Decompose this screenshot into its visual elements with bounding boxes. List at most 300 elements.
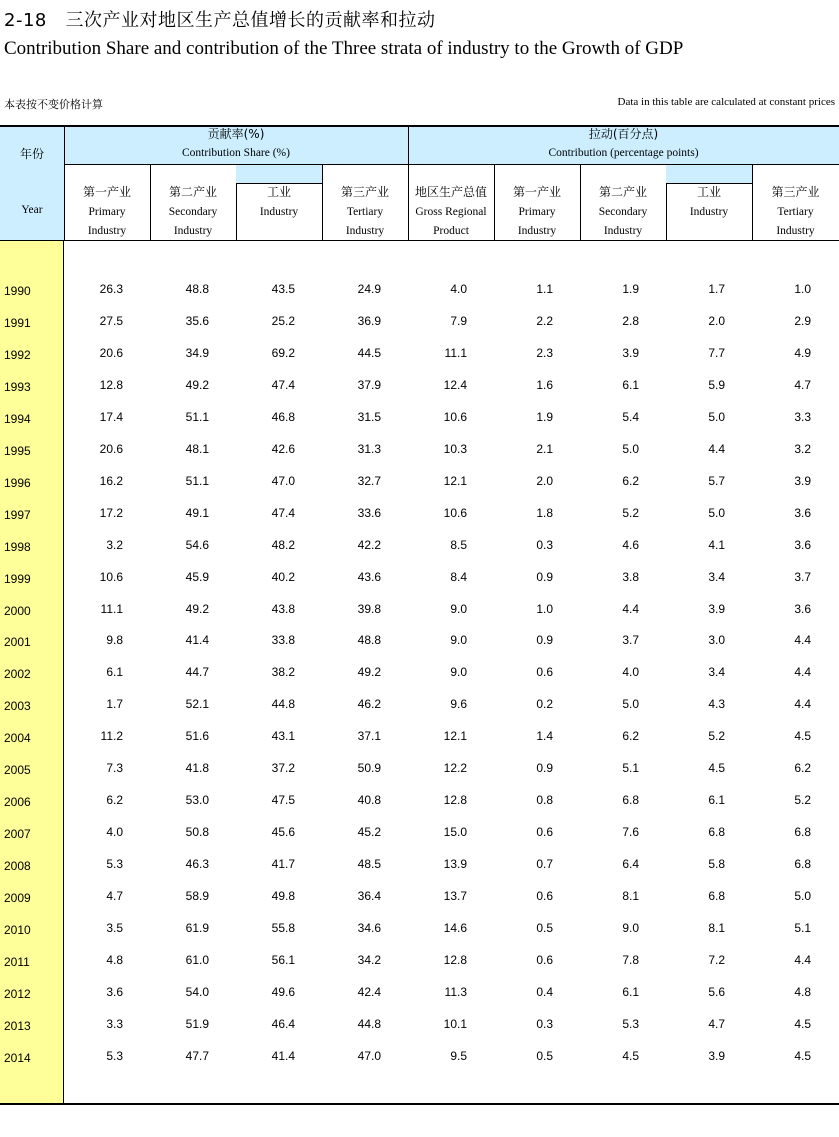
tertiary-share-cell: 34.2 <box>357 953 381 967</box>
industry-pull-cell: 4.4 <box>708 442 725 456</box>
secondary-share-cell: 58.9 <box>185 889 209 903</box>
year-cell: 2002 <box>4 667 31 681</box>
primary-pull-cell: 1.0 <box>536 602 553 616</box>
table-row <box>0 793 839 811</box>
primary-pull-cell: 0.4 <box>536 985 553 999</box>
primary-share-cell: 12.8 <box>99 378 123 392</box>
secondary-pull-cell: 3.7 <box>622 633 639 647</box>
primary-pull-cell: 0.6 <box>536 665 553 679</box>
secondary-share-cell: 34.9 <box>185 346 209 360</box>
industry-share-cell: 25.2 <box>271 314 295 328</box>
table-title-en: Contribution Share and contribution of the Three strata of industry to the Growth of GDP <box>4 38 684 59</box>
tertiary-pull-cell: 4.4 <box>794 697 811 711</box>
tertiary-pull-cell: 5.2 <box>794 793 811 807</box>
year-cell: 2001 <box>4 635 31 649</box>
secondary-pull-cell: 6.1 <box>622 985 639 999</box>
primary-pull-cell: 0.3 <box>536 538 553 552</box>
tertiary-pull-cell: 5.1 <box>794 921 811 935</box>
secondary-share-cell: 35.6 <box>185 314 209 328</box>
secondary-pull-cell: 6.8 <box>622 793 639 807</box>
grp-pull-cell: 10.3 <box>443 442 467 456</box>
industry-pull-cell: 5.6 <box>708 985 725 999</box>
tertiary-share-cell: 24.9 <box>357 282 381 296</box>
industry-pull-cell: 4.7 <box>708 1017 725 1031</box>
primary-pull-cell: 2.1 <box>536 442 553 456</box>
secondary-pull-cell: 5.0 <box>622 442 639 456</box>
tertiary-share-cell: 37.1 <box>357 729 381 743</box>
year-cell: 2006 <box>4 795 31 809</box>
secondary-share-cell: 45.9 <box>185 570 209 584</box>
industry-pull-cell: 5.8 <box>708 857 725 871</box>
industry-share-cell: 55.8 <box>271 921 295 935</box>
primary-pull-cell: 0.6 <box>536 825 553 839</box>
industry-pull-cell: 3.9 <box>708 1049 725 1063</box>
secondary-pull-cell: 6.2 <box>622 729 639 743</box>
tertiary-share-cell: 49.2 <box>357 665 381 679</box>
grp-pull-cell: 10.6 <box>443 506 467 520</box>
primary-share-cell: 11.2 <box>100 729 123 743</box>
grp-pull-cell: 10.6 <box>443 410 467 424</box>
header-bg-industry-top-2 <box>666 164 752 183</box>
tertiary-share-cell: 44.8 <box>357 1017 381 1031</box>
industry-share-cell: 47.5 <box>271 793 295 807</box>
secondary-share-cell: 52.1 <box>185 697 209 711</box>
header-primary-pull: 第一产业 Primary Industry <box>512 185 561 237</box>
note-cn: 本表按不变价格计算 <box>4 98 103 111</box>
year-cell: 1993 <box>4 380 31 394</box>
industry-pull-cell: 5.0 <box>708 410 725 424</box>
industry-share-cell: 43.5 <box>271 282 295 296</box>
primary-share-cell: 3.5 <box>106 921 123 935</box>
group-rule <box>64 164 839 165</box>
secondary-share-cell: 41.8 <box>185 761 209 775</box>
secondary-pull-cell: 4.5 <box>622 1049 639 1063</box>
year-cell: 1990 <box>4 284 31 298</box>
tertiary-share-cell: 33.6 <box>357 506 381 520</box>
year-cell: 1991 <box>4 316 31 330</box>
tertiary-share-cell: 31.3 <box>357 442 381 456</box>
year-cell: 1992 <box>4 348 31 362</box>
header-bg-industry-top <box>236 164 322 183</box>
tertiary-share-cell: 50.9 <box>357 761 381 775</box>
tertiary-pull-cell: 4.4 <box>794 633 811 647</box>
secondary-share-cell: 44.7 <box>185 665 209 679</box>
primary-pull-cell: 2.2 <box>536 314 553 328</box>
grp-pull-cell: 11.3 <box>444 985 467 999</box>
year-cell: 2008 <box>4 859 31 873</box>
primary-share-cell: 17.4 <box>99 410 123 424</box>
primary-share-cell: 20.6 <box>99 346 123 360</box>
tertiary-share-cell: 34.6 <box>357 921 381 935</box>
primary-share-cell: 6.1 <box>106 665 123 679</box>
secondary-share-cell: 47.7 <box>185 1049 209 1063</box>
table-row <box>0 665 839 683</box>
secondary-pull-cell: 4.4 <box>622 602 639 616</box>
table-title-cn-text: 三次产业对地区生产总值增长的贡献率和拉动 <box>65 10 436 31</box>
table-row <box>0 378 839 396</box>
primary-share-cell: 3.2 <box>106 538 123 552</box>
table-row <box>0 1049 839 1067</box>
industry-share-cell: 56.1 <box>271 953 295 967</box>
industry-pull-cell: 7.2 <box>708 953 725 967</box>
secondary-share-cell: 53.0 <box>185 793 209 807</box>
industry-share-cell: 45.6 <box>271 825 295 839</box>
tertiary-share-cell: 42.2 <box>357 538 381 552</box>
secondary-pull-cell: 7.6 <box>622 825 639 839</box>
industry-pull-cell: 5.2 <box>708 729 725 743</box>
tertiary-share-cell: 46.2 <box>357 697 381 711</box>
secondary-share-cell: 48.1 <box>185 442 209 456</box>
header-year-cn: 年份 <box>19 147 44 161</box>
table-row <box>0 729 839 747</box>
grp-pull-cell: 15.0 <box>443 825 467 839</box>
industry-pull-cell: 8.1 <box>708 921 725 935</box>
tertiary-pull-cell: 2.9 <box>794 314 811 328</box>
year-cell: 2003 <box>4 699 31 713</box>
table-row <box>0 825 839 843</box>
secondary-pull-cell: 2.8 <box>622 314 639 328</box>
tertiary-pull-cell: 6.8 <box>794 857 811 871</box>
tertiary-pull-cell: 3.3 <box>794 410 811 424</box>
tertiary-share-cell: 42.4 <box>357 985 381 999</box>
year-cell: 2005 <box>4 763 31 777</box>
industry-pull-cell: 3.0 <box>708 633 725 647</box>
tertiary-pull-cell: 3.2 <box>794 442 811 456</box>
industry-pull-cell: 2.0 <box>708 314 725 328</box>
grp-pull-cell: 11.1 <box>444 346 467 360</box>
tertiary-pull-cell: 3.6 <box>794 538 811 552</box>
primary-share-cell: 5.3 <box>106 857 123 871</box>
header-pull-cn: 拉动(百分点) <box>588 127 659 141</box>
primary-share-cell: 3.6 <box>106 985 123 999</box>
header-grp: 地区生产总值 Gross Regional Product <box>414 185 487 237</box>
tertiary-share-cell: 48.8 <box>357 633 381 647</box>
grp-pull-cell: 9.6 <box>450 697 467 711</box>
secondary-share-cell: 61.0 <box>185 953 209 967</box>
year-cell: 1998 <box>4 540 31 554</box>
tertiary-share-cell: 48.5 <box>357 857 381 871</box>
header-secondary-share: 第二产业 Secondary Industry <box>168 185 218 237</box>
table-number: 2-18 <box>4 10 47 31</box>
header-share-cn: 贡献率(%) <box>207 127 265 141</box>
grp-pull-cell: 8.4 <box>450 570 467 584</box>
year-cell: 2000 <box>4 604 31 618</box>
secondary-pull-cell: 3.9 <box>622 346 639 360</box>
industry-pull-cell: 6.8 <box>708 825 725 839</box>
grp-pull-cell: 13.9 <box>443 857 467 871</box>
secondary-pull-cell: 4.0 <box>622 665 639 679</box>
table-row <box>0 570 839 588</box>
table-row <box>0 538 839 556</box>
primary-share-cell: 6.2 <box>106 793 123 807</box>
header-tertiary-pull: 第三产业 Tertiary Industry <box>771 185 820 237</box>
secondary-share-cell: 51.1 <box>185 410 209 424</box>
table-row <box>0 506 839 524</box>
industry-share-cell: 42.6 <box>271 442 295 456</box>
industry-pull-cell: 1.7 <box>708 282 725 296</box>
primary-share-cell: 1.7 <box>106 697 123 711</box>
industry-pull-cell: 5.0 <box>708 506 725 520</box>
primary-pull-cell: 0.9 <box>536 761 553 775</box>
table-row <box>0 921 839 939</box>
tertiary-pull-cell: 6.8 <box>794 825 811 839</box>
bottom-rule <box>0 1103 839 1105</box>
secondary-share-cell: 41.4 <box>185 633 209 647</box>
tertiary-pull-cell: 3.9 <box>794 474 811 488</box>
secondary-pull-cell: 6.1 <box>622 378 639 392</box>
tertiary-share-cell: 36.4 <box>357 889 381 903</box>
secondary-pull-cell: 5.4 <box>622 410 639 424</box>
tertiary-pull-cell: 5.0 <box>794 889 811 903</box>
primary-pull-cell: 1.4 <box>536 729 553 743</box>
industry-share-cell: 47.4 <box>271 378 295 392</box>
tertiary-pull-cell: 1.0 <box>794 282 811 296</box>
secondary-share-cell: 49.2 <box>185 602 209 616</box>
tertiary-share-cell: 47.0 <box>357 1049 381 1063</box>
grp-pull-cell: 9.0 <box>450 665 467 679</box>
industry-pull-cell: 5.7 <box>708 474 725 488</box>
year-cell: 2010 <box>4 923 31 937</box>
year-cell: 1996 <box>4 476 31 490</box>
year-cell: 2011 <box>4 955 30 969</box>
grp-pull-cell: 14.6 <box>443 921 467 935</box>
industry-share-cell: 44.8 <box>271 697 295 711</box>
table-row <box>0 282 839 300</box>
tertiary-share-cell: 37.9 <box>357 378 381 392</box>
secondary-pull-cell: 1.9 <box>622 282 639 296</box>
industry-share-cell: 46.8 <box>271 410 295 424</box>
header-bg-year <box>0 125 64 240</box>
primary-pull-cell: 0.6 <box>536 953 553 967</box>
tertiary-pull-cell: 4.4 <box>794 953 811 967</box>
industry-pull-cell: 4.3 <box>708 697 725 711</box>
primary-share-cell: 7.3 <box>106 761 123 775</box>
industry-pull-cell: 3.4 <box>708 665 725 679</box>
year-cell: 2007 <box>4 827 31 841</box>
grp-pull-cell: 12.1 <box>443 729 467 743</box>
tertiary-pull-cell: 4.5 <box>794 1017 811 1031</box>
industry-share-cell: 69.2 <box>271 346 295 360</box>
secondary-pull-cell: 6.4 <box>622 857 639 871</box>
tertiary-share-cell: 44.5 <box>357 346 381 360</box>
industry-share-cell: 46.4 <box>271 1017 295 1031</box>
industry-share-cell: 43.8 <box>271 602 295 616</box>
industry-pull-cell: 4.5 <box>708 761 725 775</box>
table-row <box>0 602 839 620</box>
data-table <box>0 125 839 1105</box>
grp-pull-cell: 12.4 <box>443 378 467 392</box>
secondary-pull-cell: 7.8 <box>622 953 639 967</box>
tertiary-pull-cell: 4.9 <box>794 346 811 360</box>
industry-share-cell: 49.8 <box>271 889 295 903</box>
secondary-share-cell: 49.2 <box>185 378 209 392</box>
secondary-pull-cell: 5.0 <box>622 697 639 711</box>
grp-pull-cell: 12.1 <box>443 474 467 488</box>
industry-share-cell: 37.2 <box>271 761 295 775</box>
industry-pull-cell: 3.4 <box>708 570 725 584</box>
secondary-pull-cell: 5.3 <box>622 1017 639 1031</box>
grp-pull-cell: 8.5 <box>450 538 467 552</box>
secondary-share-cell: 61.9 <box>185 921 209 935</box>
grp-pull-cell: 10.1 <box>443 1017 467 1031</box>
year-cell: 2004 <box>4 731 31 745</box>
tertiary-pull-cell: 3.7 <box>794 570 811 584</box>
primary-pull-cell: 1.1 <box>536 282 553 296</box>
secondary-pull-cell: 6.2 <box>622 474 639 488</box>
year-cell: 1999 <box>4 572 31 586</box>
industry-share-cell: 47.0 <box>271 474 295 488</box>
primary-share-cell: 11.1 <box>100 602 123 616</box>
primary-pull-cell: 2.0 <box>536 474 553 488</box>
table-row <box>0 889 839 907</box>
header-tertiary-share: 第三产业 Tertiary Industry <box>340 185 389 237</box>
tertiary-share-cell: 40.8 <box>357 793 381 807</box>
secondary-share-cell: 49.1 <box>185 506 209 520</box>
secondary-pull-cell: 5.1 <box>622 761 639 775</box>
industry-share-cell: 49.6 <box>271 985 295 999</box>
primary-share-cell: 16.2 <box>99 474 123 488</box>
tertiary-pull-cell: 3.6 <box>794 506 811 520</box>
primary-share-cell: 10.6 <box>99 570 123 584</box>
industry-pull-cell: 5.9 <box>708 378 725 392</box>
industry-share-cell: 38.2 <box>271 665 295 679</box>
primary-pull-cell: 0.5 <box>536 1049 553 1063</box>
secondary-pull-cell: 3.8 <box>622 570 639 584</box>
header-pull-en: Contribution (percentage points) <box>548 147 699 159</box>
grp-pull-cell: 13.7 <box>443 889 467 903</box>
primary-pull-cell: 1.6 <box>536 378 553 392</box>
grp-pull-cell: 12.2 <box>443 761 467 775</box>
industry-pull-cell: 3.9 <box>708 602 725 616</box>
primary-pull-cell: 0.5 <box>536 921 553 935</box>
secondary-share-cell: 51.1 <box>185 474 209 488</box>
secondary-pull-cell: 9.0 <box>622 921 639 935</box>
primary-share-cell: 4.7 <box>106 889 123 903</box>
table-row <box>0 1017 839 1035</box>
year-cell: 1997 <box>4 508 31 522</box>
primary-pull-cell: 0.3 <box>536 1017 553 1031</box>
grp-pull-cell: 9.0 <box>450 602 467 616</box>
grp-pull-cell: 12.8 <box>443 953 467 967</box>
year-cell: 1995 <box>4 444 31 458</box>
header-share-en: Contribution Share (%) <box>182 147 290 159</box>
secondary-share-cell: 50.8 <box>185 825 209 839</box>
grp-pull-cell: 9.0 <box>450 633 467 647</box>
tertiary-share-cell: 45.2 <box>357 825 381 839</box>
industry-pull-cell: 4.1 <box>708 538 725 552</box>
secondary-share-cell: 51.9 <box>185 1017 209 1031</box>
tertiary-share-cell: 36.9 <box>357 314 381 328</box>
note-en: Data in this table are calculated at constant prices <box>617 96 835 108</box>
secondary-share-cell: 54.0 <box>185 985 209 999</box>
primary-pull-cell: 0.7 <box>536 857 553 871</box>
grp-pull-cell: 4.0 <box>450 282 467 296</box>
industry-share-cell: 40.2 <box>271 570 295 584</box>
industry-share-cell: 43.1 <box>271 729 295 743</box>
grp-pull-cell: 7.9 <box>450 314 467 328</box>
year-cell: 2012 <box>4 987 31 1001</box>
table-row <box>0 474 839 492</box>
tertiary-pull-cell: 4.5 <box>794 1049 811 1063</box>
year-cell: 2014 <box>4 1051 31 1065</box>
tertiary-share-cell: 31.5 <box>357 410 381 424</box>
year-cell: 2009 <box>4 891 31 905</box>
tertiary-share-cell: 43.6 <box>357 570 381 584</box>
table-row <box>0 410 839 428</box>
table-row <box>0 985 839 1003</box>
primary-pull-cell: 1.9 <box>536 410 553 424</box>
header-industry-pull: 工业 Industry <box>689 185 729 218</box>
secondary-share-cell: 48.8 <box>185 282 209 296</box>
table-row <box>0 346 839 364</box>
primary-share-cell: 27.5 <box>99 314 123 328</box>
primary-pull-cell: 0.8 <box>536 793 553 807</box>
tertiary-pull-cell: 6.2 <box>794 761 811 775</box>
industry-share-cell: 41.7 <box>271 857 295 871</box>
tertiary-share-cell: 39.8 <box>357 602 381 616</box>
primary-share-cell: 4.8 <box>106 953 123 967</box>
secondary-pull-cell: 8.1 <box>622 889 639 903</box>
secondary-share-cell: 54.6 <box>185 538 209 552</box>
tertiary-pull-cell: 4.5 <box>794 729 811 743</box>
industry-share-cell: 47.4 <box>271 506 295 520</box>
table-row <box>0 633 839 651</box>
primary-share-cell: 4.0 <box>106 825 123 839</box>
year-cell: 1994 <box>4 412 31 426</box>
primary-pull-cell: 1.8 <box>536 506 553 520</box>
primary-pull-cell: 0.6 <box>536 889 553 903</box>
primary-pull-cell: 0.2 <box>536 697 553 711</box>
primary-share-cell: 20.6 <box>99 442 123 456</box>
industry-pull-cell: 6.1 <box>708 793 725 807</box>
table-title-cn <box>4 6 436 32</box>
tertiary-pull-cell: 3.6 <box>794 602 811 616</box>
primary-pull-cell: 0.9 <box>536 570 553 584</box>
primary-share-cell: 3.3 <box>106 1017 123 1031</box>
primary-share-cell: 26.3 <box>99 282 123 296</box>
tertiary-share-cell: 32.7 <box>357 474 381 488</box>
tertiary-pull-cell: 4.8 <box>794 985 811 999</box>
header-secondary-pull: 第二产业 Secondary Industry <box>598 185 648 237</box>
table-row <box>0 442 839 460</box>
industry-share-cell: 41.4 <box>271 1049 295 1063</box>
header-year-en: Year <box>21 204 43 216</box>
header-primary-share: 第一产业 Primary Industry <box>82 185 131 237</box>
grp-pull-cell: 12.8 <box>443 793 467 807</box>
industry-pull-cell: 7.7 <box>708 346 725 360</box>
industry-pull-cell: 6.8 <box>708 889 725 903</box>
table-row <box>0 761 839 779</box>
table-row <box>0 314 839 332</box>
header-industry-share: 工业 Industry <box>259 185 299 218</box>
industry-share-cell: 33.8 <box>271 633 295 647</box>
tertiary-pull-cell: 4.7 <box>794 378 811 392</box>
table-row <box>0 857 839 875</box>
industry-share-cell: 48.2 <box>271 538 295 552</box>
primary-share-cell: 5.3 <box>106 1049 123 1063</box>
primary-share-cell: 17.2 <box>99 506 123 520</box>
primary-pull-cell: 2.3 <box>536 346 553 360</box>
primary-share-cell: 9.8 <box>106 633 123 647</box>
table-row <box>0 697 839 715</box>
tertiary-pull-cell: 4.4 <box>794 665 811 679</box>
grp-pull-cell: 9.5 <box>450 1049 467 1063</box>
secondary-share-cell: 51.6 <box>185 729 209 743</box>
secondary-share-cell: 46.3 <box>185 857 209 871</box>
year-cell: 2013 <box>4 1019 31 1033</box>
primary-pull-cell: 0.9 <box>536 633 553 647</box>
secondary-pull-cell: 5.2 <box>622 506 639 520</box>
